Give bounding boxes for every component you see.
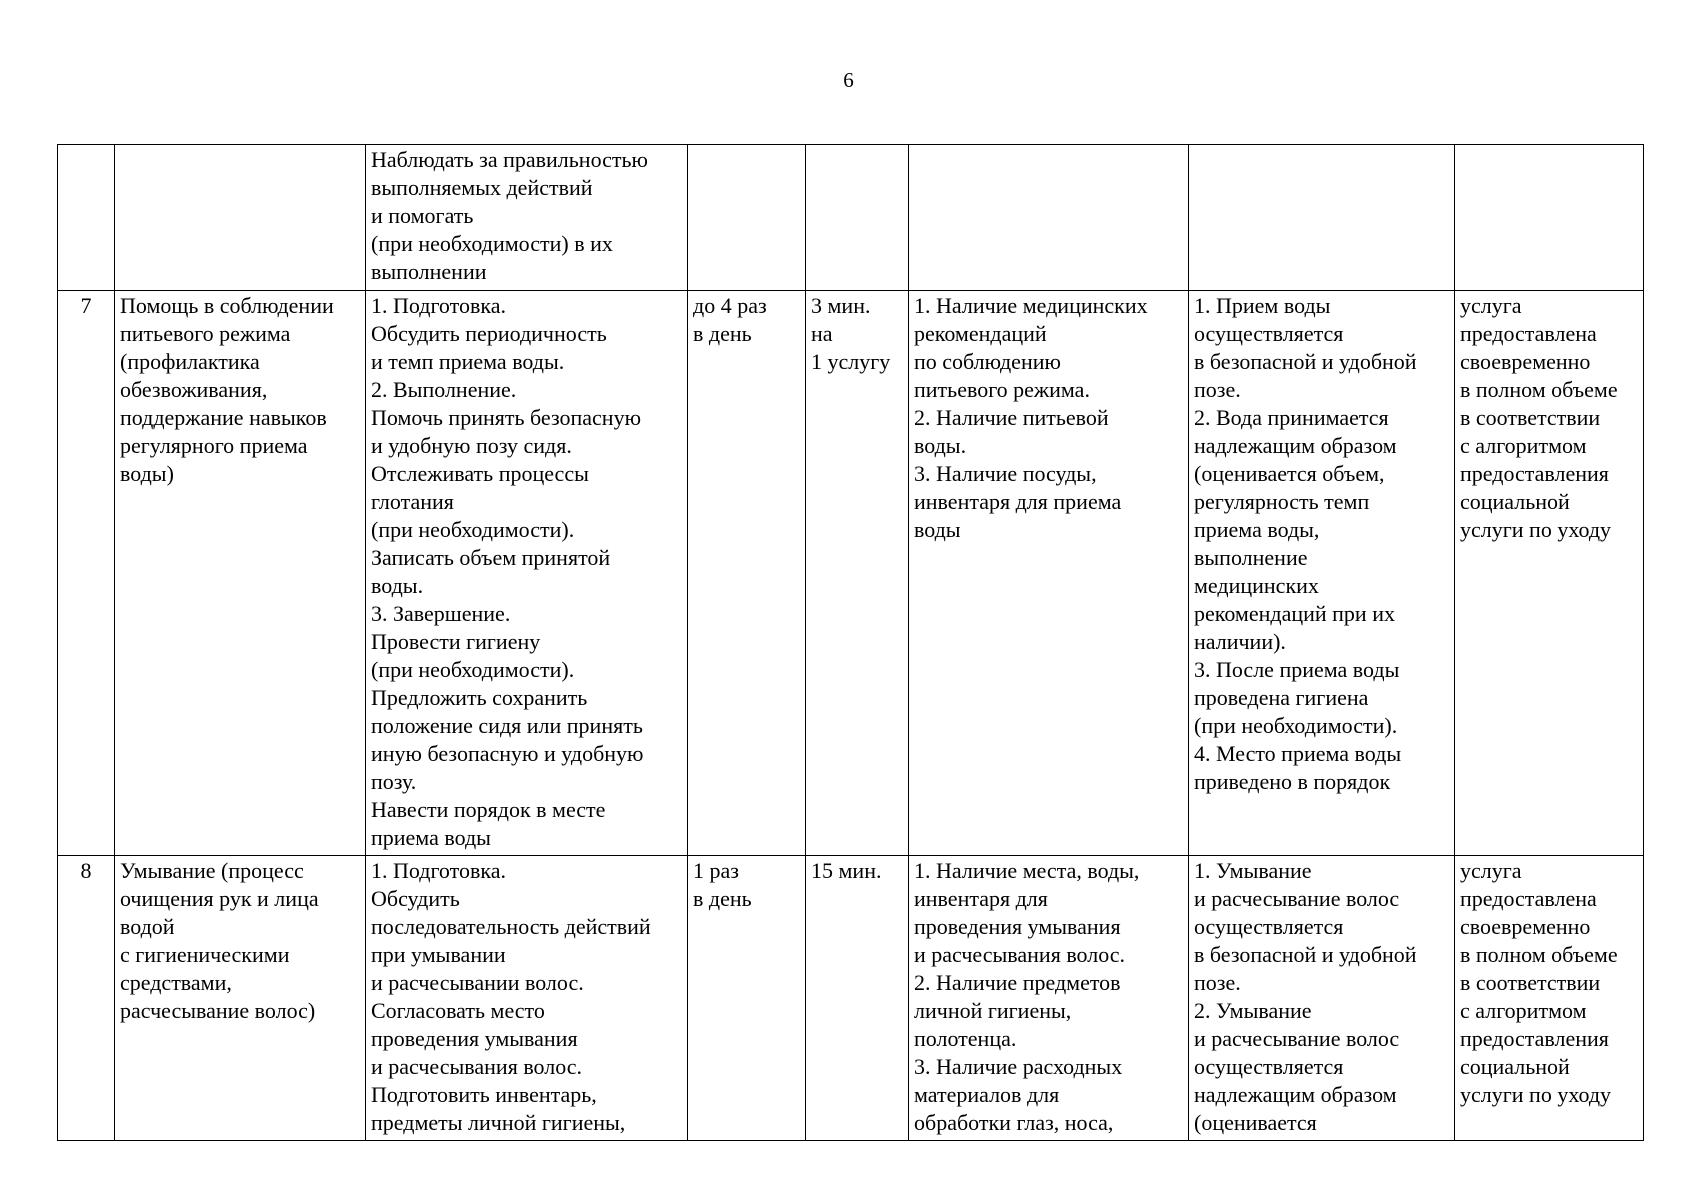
cell-actions: 1. Подготовка. Обсудить периодичность и темп приема воды. 2. Выполнение. Помочь принять безопасную и удобную позу сидя. Отслеживать процессы глотания (при необходимости). Записать объем принятой воды. 3. Завершение. Провести гигиену (при необходимости). Предложить сохранить положение сидя или принять иную безопасную и удобную позу. Навести порядок в месте приема воды [366, 291, 688, 856]
cell-service-name [115, 856, 366, 1141]
cell-time: 3 мин. на 1 услугу [806, 291, 909, 856]
cell-conditions: 1. Наличие медицинских рекомендаций по соблюдению питьевого режима. 2. Наличие питьевой воды. 3. Наличие посуды, инвентаря для приема воды [909, 291, 1189, 856]
cell-actions [366, 856, 688, 1141]
cell-actions-text: 1. Подготовка. Обсудить последовательность действий при умывании и расчесывании волос. Согласовать место проведения умывания и расчесывания волос. Подготовить инвентарь, предметы личной гигиены, [371, 858, 651, 1135]
cell-service-name [115, 145, 366, 291]
cell-number: 7 [58, 291, 115, 856]
cell-quality [1189, 145, 1455, 291]
services-table [57, 144, 1644, 1141]
cell-service-name: Помощь в соблюдении питьевого режима (профилактика обезвоживания, поддержание навыков регулярного приема воды) [115, 291, 366, 856]
cell-quality-text: 1. Умывание и расчесывание волос осуществляется в безопасной и удобной позе. 2. Умывание и расчесывание волос осуществляется надлежащим образом (оценивается [1194, 858, 1417, 1135]
cell-number-text: 8 [80, 858, 92, 883]
cell-evaluation-text: услуга предоставлена своевременно в полном объеме в соответствии с алгоритмом предоставления социальной услуги по уходу [1460, 858, 1618, 1107]
cell-number [58, 145, 115, 291]
cell-periodicity [688, 145, 806, 291]
cell-periodicity: до 4 раз в день [688, 291, 806, 856]
cell-time [806, 856, 909, 1141]
table-row [58, 856, 1644, 1141]
table-row [58, 291, 1644, 856]
cell-periodicity-text: 1 раз в день [693, 858, 752, 911]
cell-evaluation [1455, 856, 1644, 1141]
cell-actions: Наблюдать за правильностью выполняемых действий и помогать (при необходимости) в их выполнении [366, 145, 688, 291]
cell-evaluation: услуга предоставлена своевременно в полном объеме в соответствии с алгоритмом предоставления социальной услуги по уходу [1455, 291, 1644, 856]
cell-evaluation [1455, 145, 1644, 291]
cell-periodicity [688, 856, 806, 1141]
cell-quality [1189, 856, 1455, 1141]
table-row [58, 145, 1644, 291]
cell-conditions [909, 145, 1189, 291]
cell-conditions-text: 1. Наличие места, воды, инвентаря для проведения умывания и расчесывания волос. 2. Наличие предметов личной гигиены, полотенца. 3. Наличие расходных материалов для обработки глаз, носа, [914, 858, 1140, 1135]
cell-conditions [909, 856, 1189, 1141]
cell-service-name-text: Умывание (процесс очищения рук и лица водой с гигиеническими средствами, расчесывание волос) [120, 858, 319, 1023]
cell-number [58, 856, 115, 1141]
cell-time [806, 145, 909, 291]
cell-quality: 1. Прием воды осуществляется в безопасной и удобной позе. 2. Вода принимается надлежащим образом (оценивается объем, регулярность темп приема воды, выполнение медицинских рекомендаций при их наличии). 3. После приема воды проведена гигиена (при необходимости). 4. Место приема воды приведено в порядок [1189, 291, 1455, 856]
cell-time-text: 15 мин. [811, 858, 882, 883]
page-number: 6 [843, 68, 854, 92]
